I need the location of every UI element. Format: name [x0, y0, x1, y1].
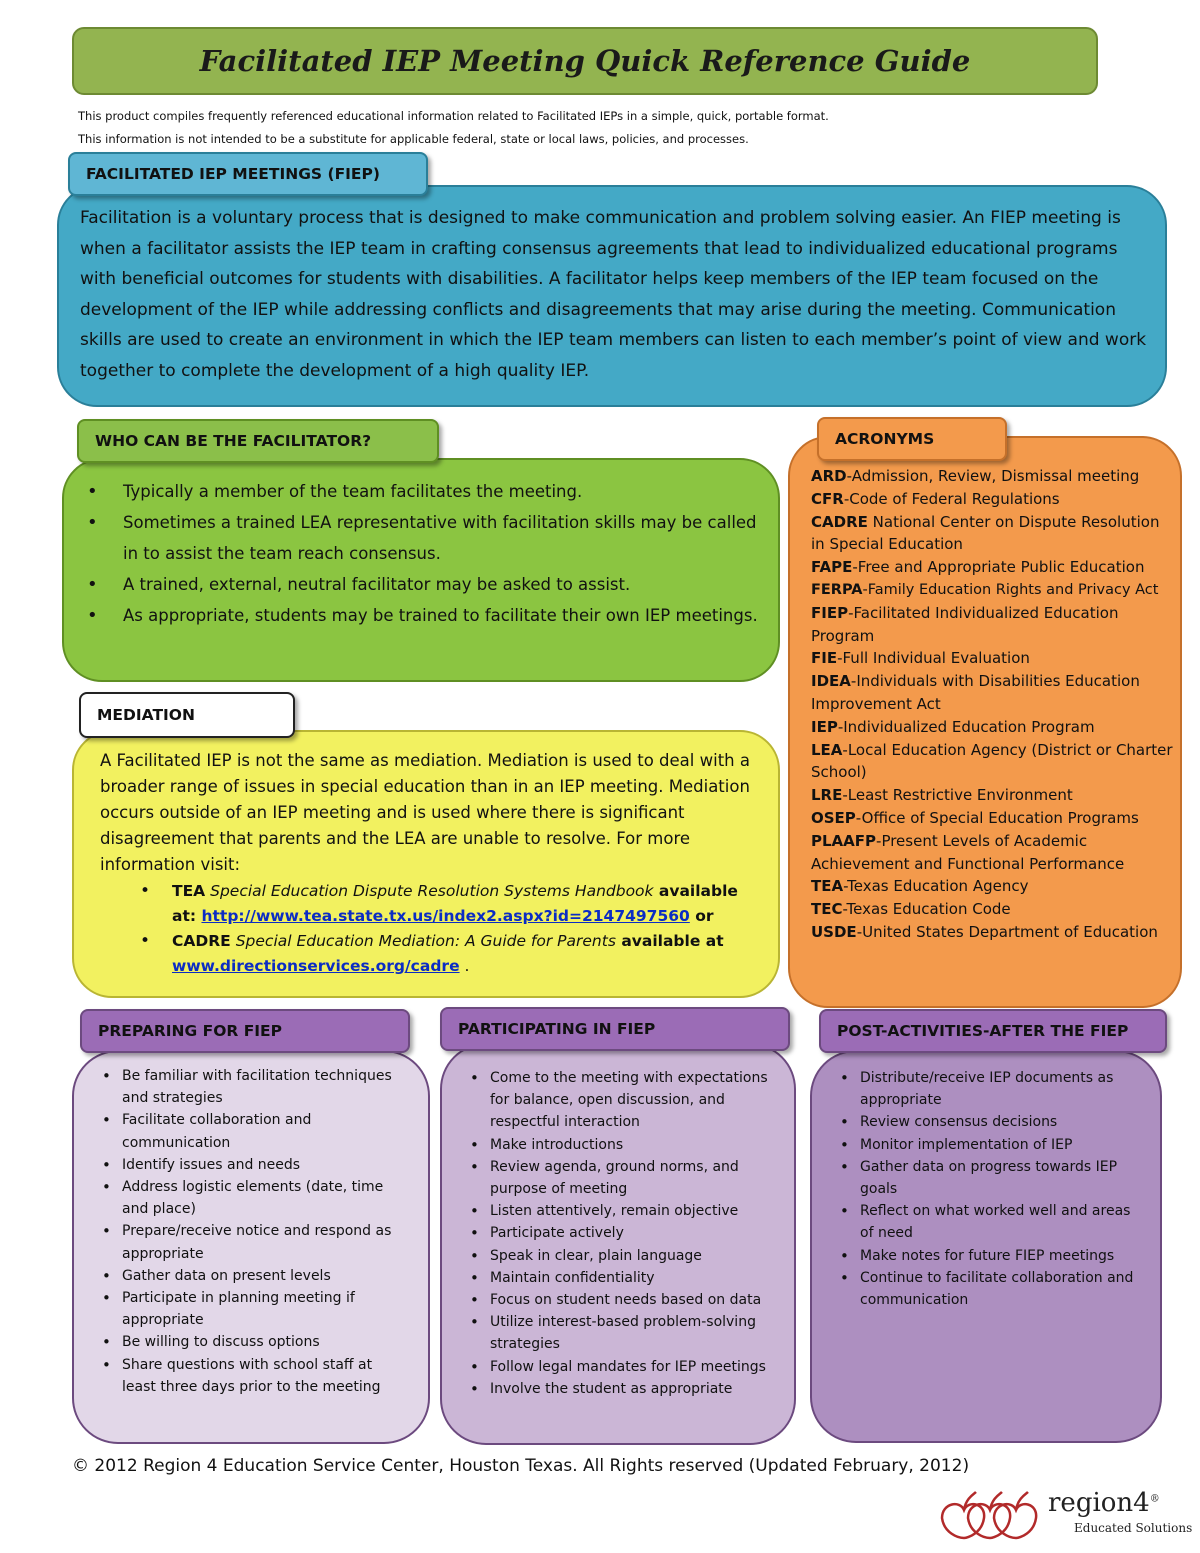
who-heading: WHO CAN BE THE FACILITATOR?: [77, 419, 439, 463]
acronym-sep: -: [843, 489, 850, 508]
list-item: • Identify issues and needs: [100, 1154, 405, 1176]
link-tail: .: [459, 957, 470, 975]
acronym-abbr: CADRE: [811, 512, 868, 531]
acronym-def: Texas Education Agency: [847, 877, 1029, 896]
acronym-def: Office of Special Education Programs: [861, 808, 1139, 827]
acronym-sep: -: [837, 649, 843, 668]
link-org: CADRE: [172, 932, 231, 950]
logo-mark: ®: [1149, 1493, 1160, 1505]
list-item: • Be willing to discuss options: [100, 1331, 405, 1353]
acronym-item: [811, 875, 1173, 898]
acronym-def: National Center on Dispute Resolution in Special Education: [811, 512, 1160, 554]
acronym-item: [811, 556, 1173, 579]
acronym-sep: -: [843, 877, 848, 896]
list-item: • Participate actively: [468, 1222, 778, 1244]
participating-heading: PARTICIPATING IN FIEP: [440, 1007, 790, 1051]
acronym-item: [811, 830, 1173, 876]
acronym-abbr: FIEP: [811, 603, 849, 622]
mediation-links: [142, 879, 762, 979]
acronym-sep: -: [842, 786, 848, 805]
link-title: Special Education Dispute Resolution Systems Handbook: [210, 882, 654, 900]
acronym-def: Admission, Review, Dismissal meeting: [851, 467, 1140, 485]
list-item: • Involve the student as appropriate: [468, 1378, 778, 1400]
acronym-abbr: OSEP: [811, 808, 856, 827]
acronym-abbr: FERPA: [811, 581, 863, 598]
acronym-def: Texas Education Code: [846, 900, 1011, 919]
mediation-heading: MEDIATION: [79, 692, 295, 738]
acronym-def: Individualized Education Program: [843, 717, 1095, 736]
list-item: • Make notes for future FIEP meetings: [838, 1245, 1143, 1267]
acronym-def: Individuals with Disabilities Education Improvement Act: [811, 672, 1140, 713]
list-item: • Prepare/receive notice and respond as appropriate: [100, 1220, 405, 1264]
acronym-item: [811, 647, 1173, 670]
acronym-item: [811, 898, 1173, 921]
acronym-item: [811, 784, 1173, 807]
logo-tagline: Educated Solutions: [1074, 1521, 1193, 1535]
acronym-abbr: CFR: [811, 489, 844, 508]
list-item: [142, 879, 762, 929]
link-mid: available at: [615, 932, 724, 950]
acronym-def: Family Education Rights and Privacy Act: [867, 581, 1159, 598]
acronym-def: United States Department of Education: [862, 922, 1158, 941]
acronym-def: Facilitated Individualized Education Program: [811, 603, 1119, 645]
mediation-description: A Facilitated IEP is not the same as mediation. Mediation is used to deal with a broader range of issues in special education than in an IEP meeting. Mediation occurs outside of an IEP meeting and is used where there is significant disagreement that parents and the LEA are unable to resolve. For more information visit:: [100, 751, 750, 874]
list-item: • Follow legal mandates for IEP meetings: [468, 1356, 778, 1378]
acronym-item: [811, 488, 1173, 511]
list-item: • Review agenda, ground norms, and purpose of meeting: [468, 1156, 778, 1200]
acronym-def: Least Restrictive Environment: [847, 786, 1073, 805]
acronym-abbr: IDEA: [811, 672, 851, 691]
acronym-sep: -: [842, 740, 848, 759]
link-org: TEA: [172, 882, 206, 900]
acronym-item: [811, 716, 1173, 739]
list-item: • Maintain confidentiality: [468, 1267, 778, 1289]
disclaimer-line-1: This product compiles frequently referenced educational information related to Facilitated IEPs in a simple, quick, portable format.: [78, 109, 829, 123]
acronym-abbr: IEP: [811, 717, 838, 736]
title-banner: [72, 27, 1098, 95]
who-list: [85, 476, 765, 631]
post-activities-list: [838, 1067, 1143, 1311]
list-item: • Participate in planning meeting if appropriate: [100, 1287, 405, 1331]
link-tail: or: [689, 907, 714, 925]
acronym-item: [811, 579, 1173, 602]
list-item: • Sometimes a trained LEA representative with facilitation skills may be called in to assist the team reach consensus.: [85, 507, 765, 569]
list-item: • Facilitate collaboration and communication: [100, 1109, 405, 1153]
list-item: • Be familiar with facilitation techniques and strategies: [100, 1065, 405, 1109]
list-item: • Distribute/receive IEP documents as appropriate: [838, 1067, 1143, 1111]
acronym-sep: -: [862, 581, 868, 598]
acronym-def: Present Levels of Academic Achievement and Functional Performance: [811, 831, 1125, 873]
acronym-item: [811, 807, 1173, 830]
preparing-heading: PREPARING FOR FIEP: [80, 1009, 410, 1053]
copyright-footer: © 2012 Region 4 Education Service Center, Houston Texas. All Rights reserved (Updated February, 2012): [72, 1456, 970, 1476]
list-item: • Reflect on what worked well and areas of need: [838, 1200, 1143, 1244]
list-item: • Make introductions: [468, 1134, 778, 1156]
acronyms-heading: ACRONYMS: [817, 417, 1007, 461]
acronym-item: [811, 602, 1173, 648]
link-title: Special Education Mediation: A Guide for Parents: [235, 932, 616, 950]
acronym-abbr: FIE: [811, 649, 838, 668]
acronym-abbr: FAPE: [811, 558, 853, 577]
cadre-link[interactable]: www.directionservices.org/cadre: [172, 957, 460, 975]
acronym-sep: -: [846, 467, 852, 485]
link-mid: available at:: [172, 882, 738, 925]
acronym-sep: -: [850, 672, 857, 691]
list-item: • Share questions with school staff at least three days prior to the meeting: [100, 1354, 405, 1398]
list-item: • Gather data on present levels: [100, 1265, 405, 1287]
acronym-abbr: ARD: [811, 467, 847, 485]
acronym-abbr: TEA: [811, 877, 844, 896]
acronym-item: [811, 465, 1173, 488]
list-item: • Focus on student needs based on data: [468, 1289, 778, 1311]
tea-handbook-link[interactable]: http://www.tea.state.tx.us/index2.aspx?id=2147497560: [201, 907, 690, 925]
preparing-list: [100, 1065, 405, 1398]
logo-wordmark: [1048, 1488, 1160, 1518]
acronym-abbr: USDE: [811, 922, 857, 941]
disclaimer-line-2: This information is not intended to be a substitute for applicable federal, state or local laws, policies, and processes.: [78, 132, 749, 146]
list-item: • Utilize interest-based problem-solving strategies: [468, 1311, 778, 1355]
acronym-item: [811, 670, 1173, 716]
list-item: • As appropriate, students may be trained to facilitate their own IEP meetings.: [85, 600, 765, 631]
acronym-def: Free and Appropriate Public Education: [857, 558, 1145, 577]
list-item: • Address logistic elements (date, time and place): [100, 1176, 405, 1220]
acronym-abbr: PLAAFP: [811, 831, 877, 850]
list-item: • Continue to facilitate collaboration and communication: [838, 1267, 1143, 1311]
acronym-abbr: LRE: [811, 786, 843, 805]
acronym-item: [811, 511, 1173, 557]
acronym-sep: -: [848, 603, 854, 622]
acronym-sep: -: [852, 558, 858, 577]
fiep-description: Facilitation is a voluntary process that is designed to make communication and problem solving easier. An FIEP meeting is when a facilitator assists the IEP team in crafting consensus agreements that lead to individualized educational programs with beneficial outcomes for students with disabilities. A facilitator helps keep members of the IEP team focused on the development of the IEP while addressing conflicts and disagreements that may arise during the meeting. Communication skills are used to create an environment in which the IEP team members can listen to each member’s point of view and work together to complete the development of a high quality IEP.: [80, 208, 1147, 381]
acronym-abbr: LEA: [811, 740, 843, 759]
list-item: • A trained, external, neutral facilitator may be asked to assist.: [85, 569, 765, 600]
list-item: • Review consensus decisions: [838, 1111, 1143, 1133]
acronym-abbr: TEC: [811, 900, 843, 919]
acronym-sep: -: [876, 831, 882, 850]
list-item: • Gather data on progress towards IEP goals: [838, 1156, 1143, 1200]
logo-name: region4: [1048, 1488, 1150, 1518]
post-activities-heading: POST-ACTIVITIES-AFTER THE FIEP: [819, 1009, 1167, 1053]
list-item: • Speak in clear, plain language: [468, 1245, 778, 1267]
list-item: • Monitor implementation of IEP: [838, 1134, 1143, 1156]
list-item: • Come to the meeting with expectations for balance, open discussion, and respectful interaction: [468, 1067, 778, 1134]
acronym-def: Full Individual Evaluation: [842, 649, 1030, 668]
acronym-sep: -: [842, 900, 847, 919]
acronym-def: Local Education Agency (District or Charter School): [811, 740, 1173, 782]
page-title: Facilitated IEP Meeting Quick Reference Guide: [199, 44, 971, 78]
list-item: • Listen attentively, remain objective: [468, 1200, 778, 1222]
acronym-sep: -: [856, 922, 863, 941]
list-item: • Typically a member of the team facilitates the meeting.: [85, 476, 765, 507]
participating-list: [468, 1067, 778, 1400]
acronym-def: Code of Federal Regulations: [849, 489, 1060, 508]
acronym-sep: -: [855, 808, 862, 827]
list-item: [142, 929, 762, 979]
acronym-sep: -: [837, 717, 844, 736]
fiep-heading: FACILITATED IEP MEETINGS (FIEP): [68, 152, 428, 196]
acronym-item: [811, 921, 1173, 944]
acronyms-list: [811, 465, 1173, 944]
acronym-item: [811, 739, 1173, 785]
